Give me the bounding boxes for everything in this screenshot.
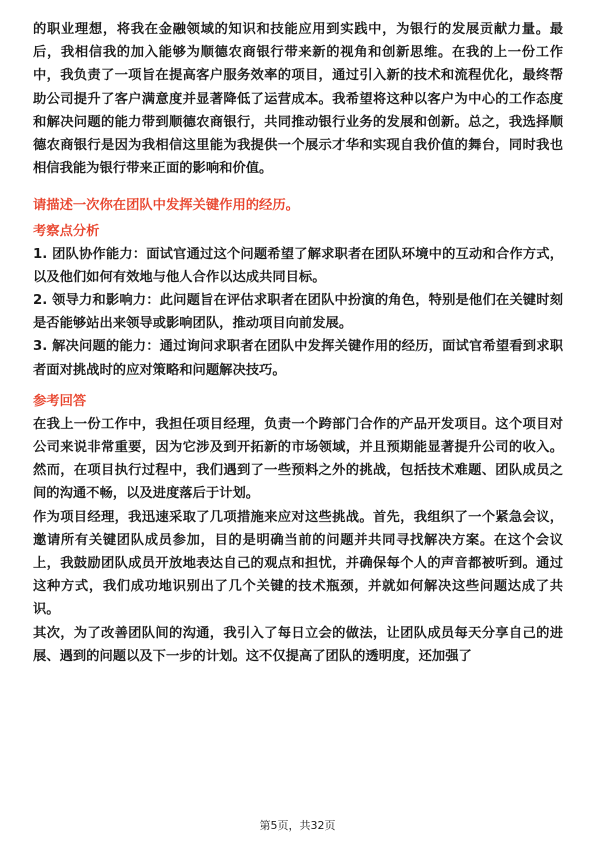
answer-paragraph: 其次，为了改善团队间的沟通，我引入了每日立会的做法，让团队成员每天分享自己的进展、遇到的问题以及下一步的计划。这不仅提高了团队的透明度，还加强了 [33,625,563,664]
analysis-heading: 考察点分析 [33,223,100,239]
answer-paragraph: 作为项目经理，我迅速采取了几项措施来应对这些挑战。首先，我组织了一个紧急会议，邀请所有关键团队成员参加，目的是明确当前的问题并共同寻找解决方案。在这个会议上，我鼓励团队成员开放地表达自己的观点和担忧，并确保每个人的声音都被听到。通过这种方式，我们成功地识别出了几个关键的技术瓶颈，并就如何解决这些问题达成了共识。 [33,509,563,618]
analysis-item: 2. 领导力和影响力：此问题旨在评估求职者在团队中扮演的角色，特别是他们在关键时刻是否能够站出来领导或影响团队，推动项目向前发展。 [33,293,563,332]
answer-heading: 参考回答 [33,393,87,409]
answer-paragraph: 在我上一份工作中，我担任项目经理，负责一个跨部门合作的产品开发项目。这个项目对公司来说非常重要，因为它涉及到开拓新的市场领域，并且预期能显著提升公司的收入。然而，在项目执行过程中，我们遇到了一些预料之外的挑战，包括技术难题、团队成员之间的沟通不畅，以及进度落后于计划。 [33,416,563,502]
intro-paragraph: 的职业理想，将我在金融领域的知识和技能应用到实践中，为银行的发展贡献力量。最后，我相信我的加入能够为顺德农商银行带来新的视角和创新思维。在我的上一份工作中，我负责了一项旨在提高客户服务效率的项目，通过引入新的技术和流程优化，最终帮助公司提升了客户满意度并显著降低了运营成本。我希望将这种以客户为中心的工作态度和解决问题的能力带到顺德农商银行，共同推动银行业务的发展和创新。总之，我选择顺德农商银行是因为我相信这里能为我提供一个展示才华和实现自我价值的舞台，同时我也相信我能为银行带来正面的影响和价值。 [33,22,563,177]
analysis-item: 1. 团队协作能力：面试官通过这个问题希望了解求职者在团队环境中的互动和合作方式，以及他们如何有效地与他人合作以达成共同目标。 [33,246,563,285]
page-number-footer: 第5页，共32页 [259,819,336,832]
analysis-item: 3. 解决问题的能力：通过询问求职者在团队中发挥关键作用的经历，面试官希望看到求职者面对挑战时的应对策略和问题解决技巧。 [33,339,563,378]
document-page [33,18,563,668]
interview-question: 请描述一次你在团队中发挥关键作用的经历。 [33,198,299,214]
